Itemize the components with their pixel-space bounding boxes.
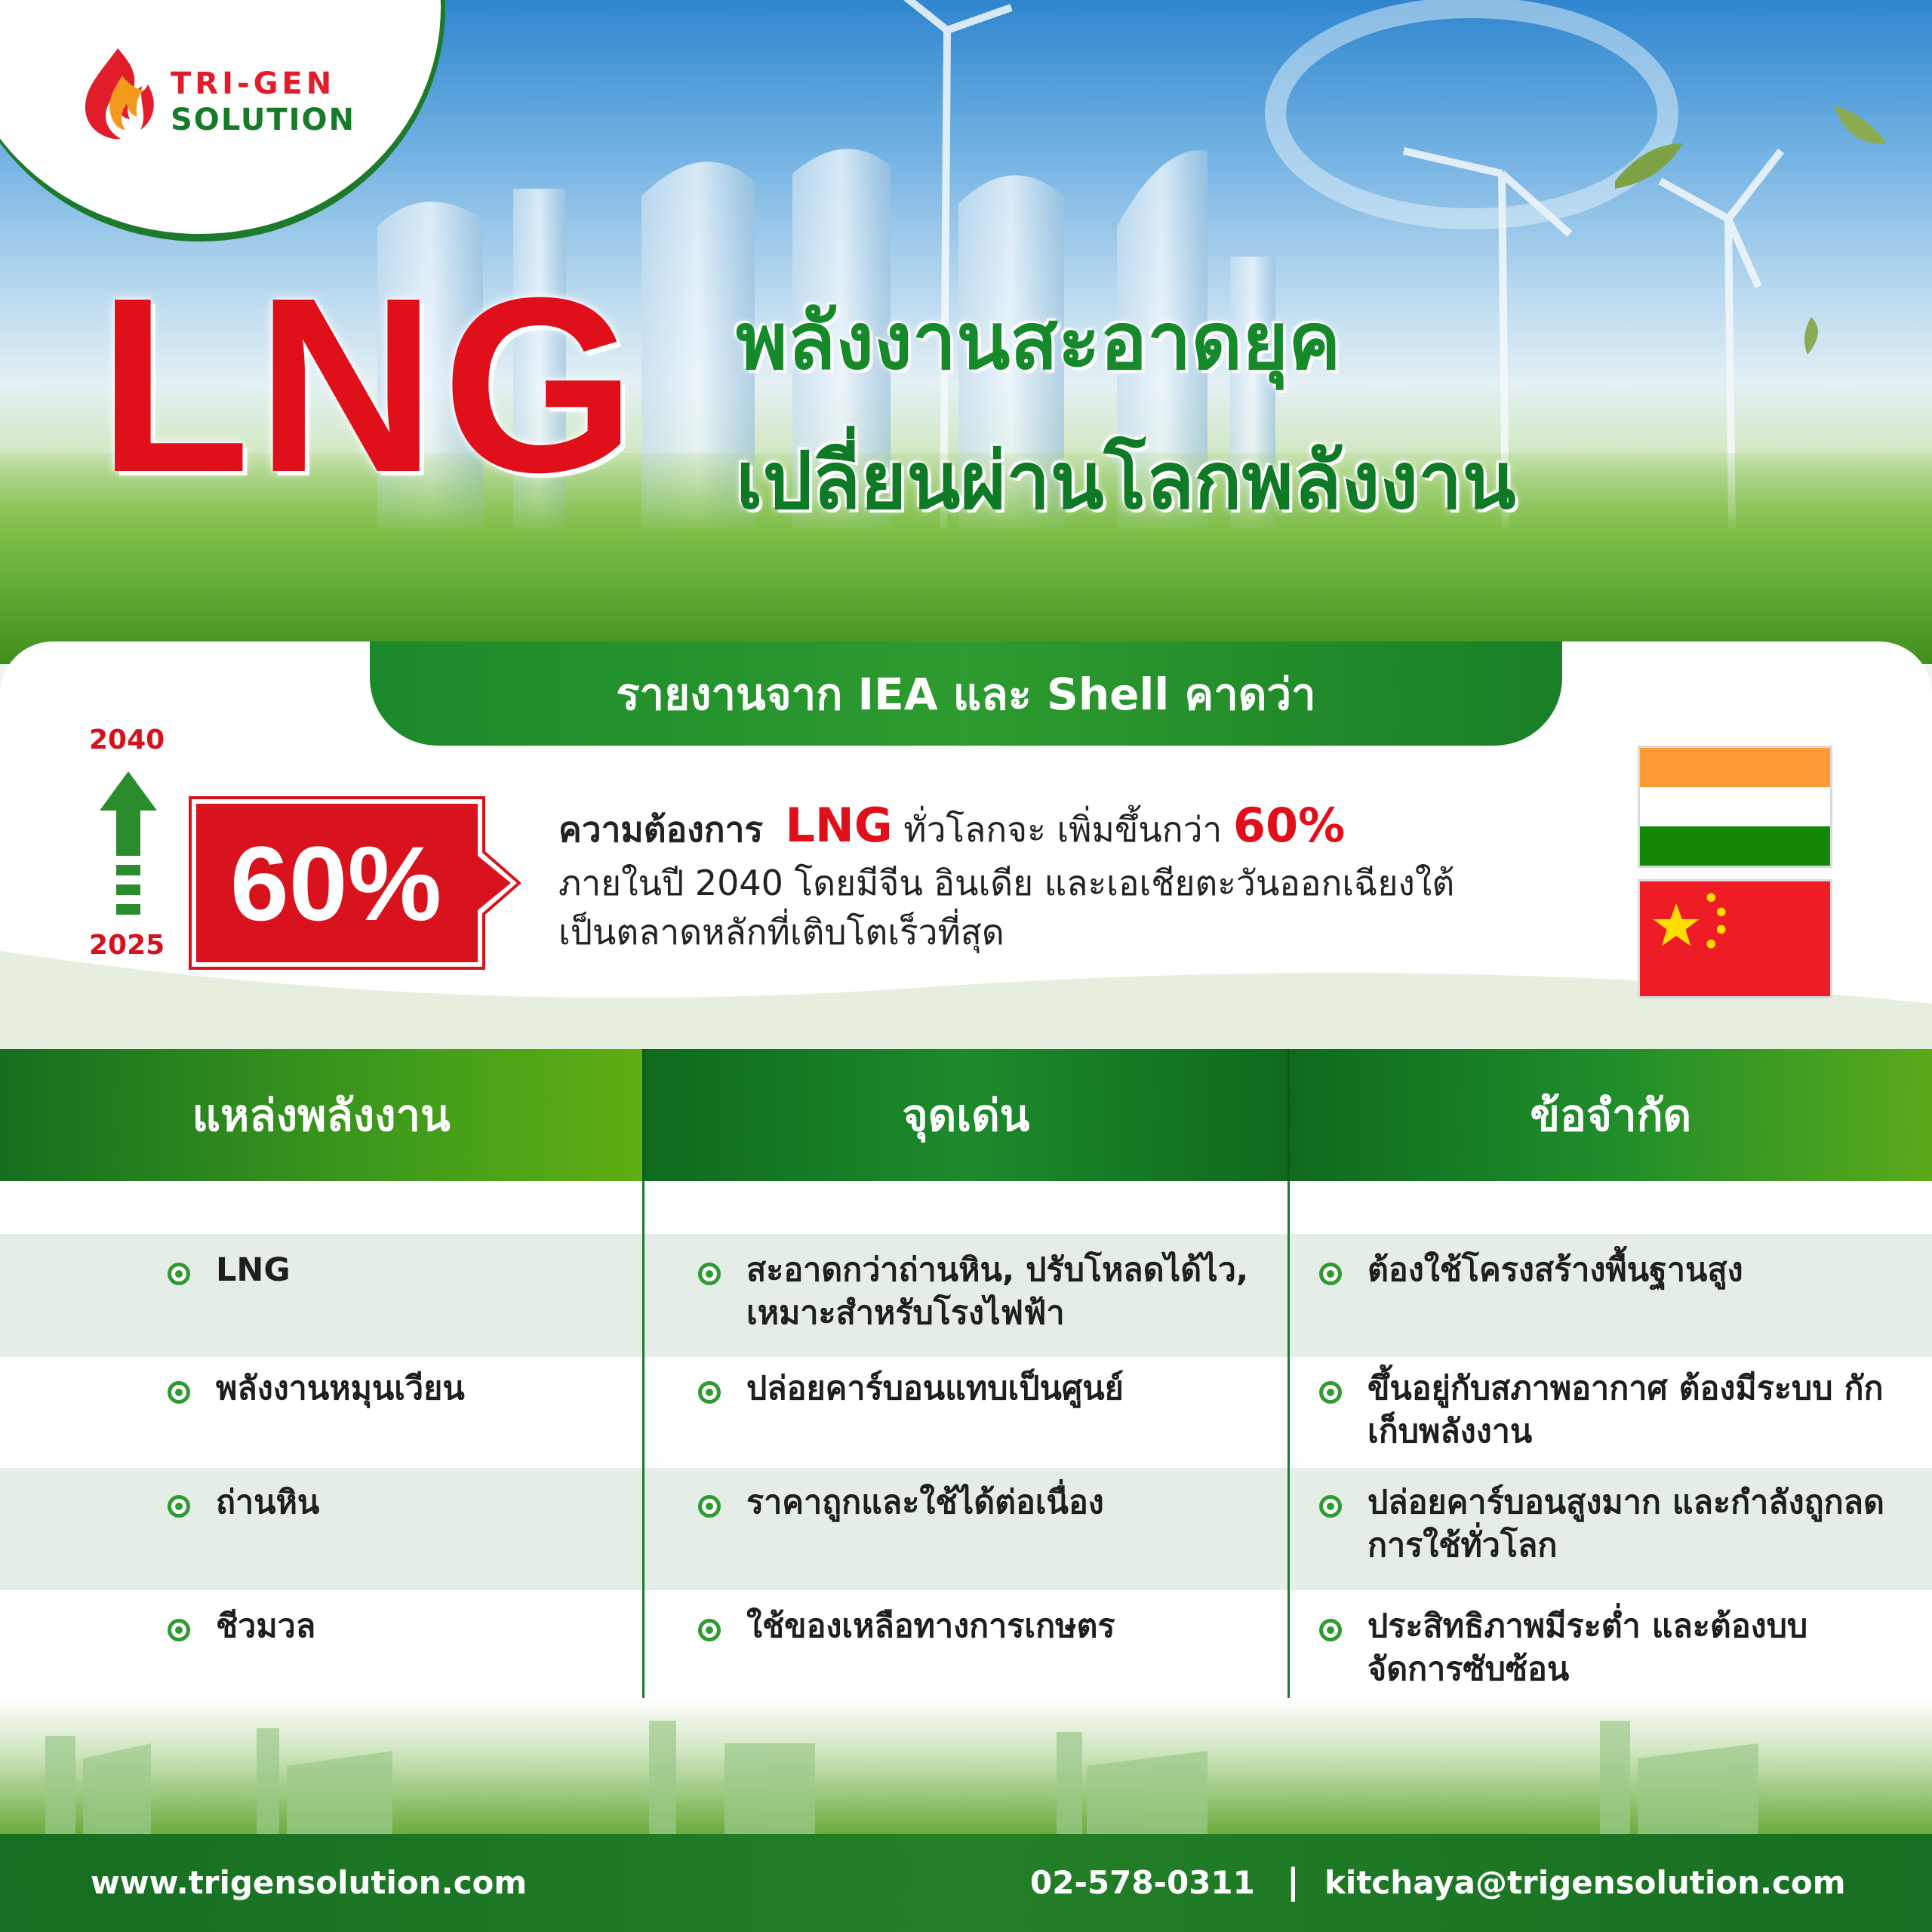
cell-limitation: ต้องใช้โครงสร้างพื้นฐานสูง — [1319, 1249, 1908, 1292]
target-bullet-icon — [168, 1381, 190, 1404]
cell-source: ชีวมวล — [168, 1605, 620, 1648]
target-bullet-icon — [1319, 1263, 1342, 1285]
table-header — [0, 1049, 1932, 1181]
target-bullet-icon — [698, 1381, 721, 1404]
desc-mid: ทั่วโลกจะ เพิ่มขึ้นกว่า — [903, 809, 1223, 850]
cell-source: ถ่านหิน — [168, 1481, 620, 1524]
footer-separator: | — [1287, 1861, 1300, 1902]
percent-value: 60% — [229, 824, 442, 943]
energy-comparison-table — [0, 1049, 1932, 1698]
headline-line-2: เปลี่ยนผ่านโลกพลังงาน — [736, 435, 1516, 527]
cell-highlight: ใช้ของเหลือทางการเกษตร — [698, 1605, 1272, 1648]
target-bullet-icon — [1319, 1619, 1342, 1641]
cell-limitation: ขึ้นอยู่กับสภาพอากาศ ต้องมีระบบ กักเก็บพลังงาน — [1319, 1367, 1908, 1454]
desc-prefix: ความต้องการ — [558, 809, 764, 850]
email-link[interactable]: kitchaya@trigensolution.com — [1324, 1864, 1846, 1901]
india-flag — [1638, 746, 1832, 868]
target-bullet-icon — [698, 1263, 721, 1285]
table-row — [0, 1234, 1932, 1357]
target-bullet-icon — [1319, 1495, 1342, 1518]
headline-line-1: พลังงานสะอาดยุค — [736, 295, 1341, 387]
growth-arrow-icon — [98, 771, 158, 922]
forecast-section — [0, 641, 1932, 1049]
footer-bar — [0, 1834, 1932, 1932]
cell-source: LNG — [168, 1249, 620, 1292]
desc-line-3: เป็นตลาดหลักที่เติบโตเร็วที่สุด — [558, 912, 1004, 953]
header-highlight: จุดเด่น — [642, 1049, 1287, 1181]
cell-source: พลังงานหมุนเวียน — [168, 1367, 620, 1411]
cell-highlight: สะอาดกว่าถ่านหิน, ปรับโหลดได้ไว, เหมาะสำหรับโรงไฟฟ้า — [698, 1249, 1272, 1335]
target-bullet-icon — [698, 1495, 721, 1518]
target-bullet-icon — [168, 1619, 190, 1641]
desc-line-1 — [558, 792, 1615, 859]
target-bullet-icon — [168, 1263, 190, 1285]
cell-highlight: ปล่อยคาร์บอนแทบเป็นศูนย์ — [698, 1367, 1272, 1411]
flame-logo-icon — [75, 45, 160, 142]
target-bullet-icon — [1319, 1381, 1342, 1404]
forecast-description — [558, 792, 1615, 958]
table-row — [0, 1468, 1932, 1590]
table-row — [0, 1357, 1932, 1468]
table-row — [0, 1590, 1932, 1698]
header-limitation: ข้อจำกัด — [1287, 1049, 1932, 1181]
target-bullet-icon — [698, 1619, 721, 1641]
cell-limitation: ประสิทธิภาพมีระต่ำ และต้องบบ จัดการซับซ้อน — [1319, 1605, 1908, 1691]
headline-lng: LNG — [98, 245, 642, 524]
target-bullet-icon — [168, 1495, 190, 1518]
desc-percent: 60% — [1232, 798, 1346, 853]
desc-lng: LNG — [785, 798, 893, 853]
cell-limitation: ปล่อยคาร์บอนสูงมาก และกำลังถูกลด การใช้ทั่วโลก — [1319, 1481, 1908, 1567]
desc-line-2: ภายในปี 2040 โดยมีจีน อินเดีย และเอเชียตะวันออกเฉียงใต้ — [558, 863, 1455, 904]
china-flag — [1638, 879, 1832, 998]
logo-text-trigen: TRI-GEN — [171, 66, 336, 101]
column-divider — [1287, 1181, 1290, 1702]
cell-highlight: ราคาถูกและใช้ได้ต่อเนื่อง — [698, 1481, 1272, 1524]
hero-banner — [0, 0, 1932, 664]
logo-text-solution: SOLUTION — [171, 103, 356, 137]
website-link[interactable]: www.trigensolution.com — [91, 1864, 528, 1901]
year-start-label: 2025 — [89, 930, 165, 961]
report-banner-text: รายงานจาก IEA และ Shell คาดว่า — [616, 668, 1316, 720]
year-end-label: 2040 — [89, 724, 165, 755]
header-energy-source: แหล่งพลังงาน — [0, 1049, 642, 1181]
factory-skyline-illustration — [0, 1698, 1932, 1834]
phone-number[interactable]: 02-578-0311 — [1030, 1864, 1255, 1901]
column-divider — [642, 1181, 645, 1702]
report-banner — [370, 641, 1562, 746]
